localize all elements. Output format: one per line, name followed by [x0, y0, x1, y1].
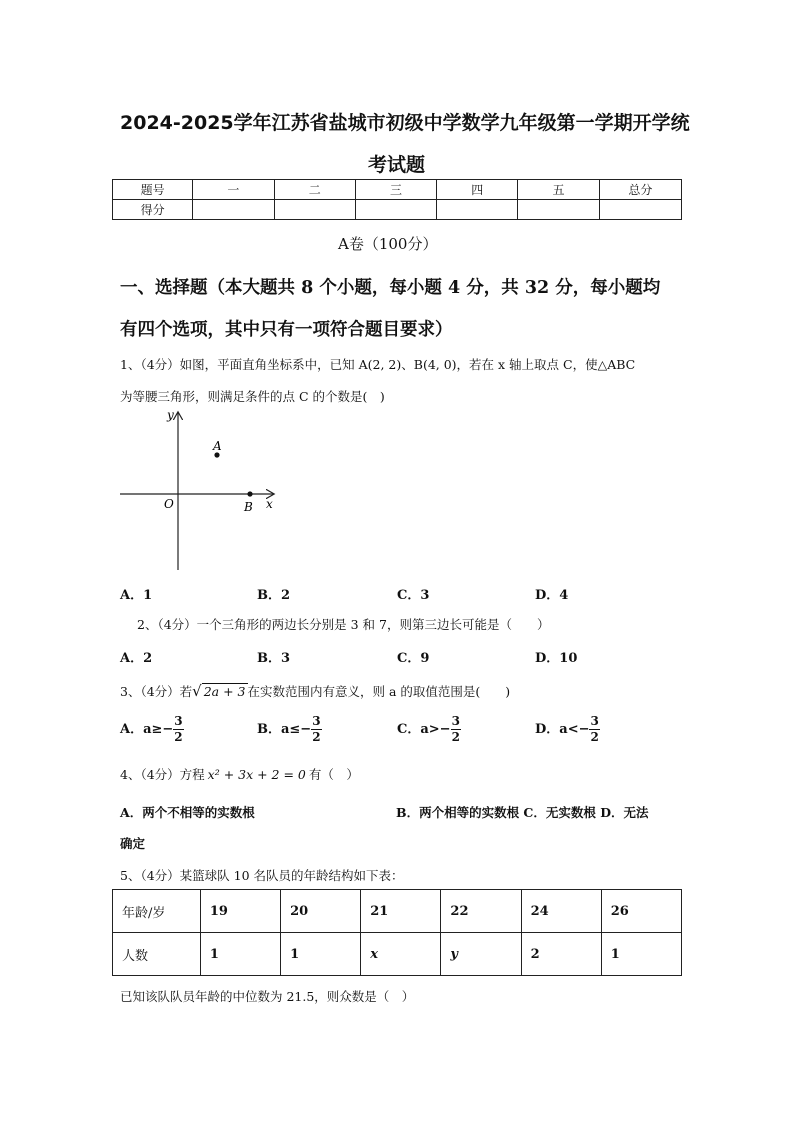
denominator: 2: [451, 730, 460, 744]
point-b-label: B: [244, 500, 253, 514]
document-title-line2: 考试题: [368, 154, 426, 176]
q1-text-line1: 1、（4分）如图，平面直角坐标系中，已知 A(2, 2)、B(4, 0)，若在 x 轴上取点 C，使△ABC: [120, 357, 636, 372]
count-cell: 1: [281, 933, 361, 976]
q1-option-a[interactable]: A．1: [120, 588, 153, 603]
age-header-cell: 19: [200, 890, 280, 933]
y-axis-label: y: [167, 408, 174, 422]
score-table: [112, 179, 682, 220]
q4-suffix: 有（ ）: [308, 767, 359, 782]
q4-prefix: 4、（4分）方程: [120, 767, 205, 782]
numerator: 3: [312, 714, 321, 728]
q1-text-line2: 为等腰三角形，则满足条件的点 C 的个数是( ): [120, 389, 385, 404]
denominator: 2: [174, 730, 183, 744]
count-cell: 1: [601, 933, 681, 976]
point-a-label: A: [213, 439, 222, 453]
q3-option-c-label: C．a>−: [397, 722, 451, 737]
score-cell: [518, 200, 599, 220]
q4-equation: x² + 3x + 2 = 0: [207, 767, 306, 782]
fraction: [311, 714, 321, 745]
denominator: 2: [312, 730, 321, 744]
section1-heading-line2: 有四个选项，其中只有一项符合题目要求）: [120, 320, 453, 340]
document-title-line1: 2024-2025学年江苏省盐城市初级中学数学九年级第一学期开学统: [120, 112, 690, 134]
q1-coordinate-figure: [115, 405, 285, 575]
numerator: 3: [590, 714, 599, 728]
score-header-cell: 总分: [599, 180, 681, 200]
q1-option-b[interactable]: B．2: [257, 588, 291, 603]
q3-option-d-label: D．a<−: [535, 722, 590, 737]
score-cell: [437, 200, 518, 220]
q4-text: [120, 765, 359, 783]
score-header-cell: 三: [355, 180, 436, 200]
age-table: [112, 889, 682, 976]
age-header-cell: 24: [521, 890, 601, 933]
q3-option-a-label: A．a≥−: [120, 722, 174, 737]
point-b: [247, 491, 252, 496]
paper-section-heading: A卷（100分）: [338, 235, 438, 253]
fraction: [589, 714, 599, 745]
numerator: 3: [174, 714, 183, 728]
score-header-cell: 一: [193, 180, 274, 200]
age-header-cell: 年龄/岁: [113, 890, 201, 933]
x-axis-label: x: [266, 497, 273, 511]
q5-followup: 已知该队队员年龄的中位数为 21.5，则众数是（ ）: [120, 989, 415, 1004]
q1-option-d[interactable]: D．4: [535, 588, 569, 603]
score-cell: [193, 200, 274, 220]
score-header-cell: 五: [518, 180, 599, 200]
q3-option-a[interactable]: [120, 714, 184, 745]
section1-heading-line1: 一、选择题（本大题共 8 个小题，每小题 4 分，共 32 分，每小题均: [120, 278, 661, 298]
age-header-cell: 26: [601, 890, 681, 933]
q3-suffix: 在实数范围内有意义，则 a 的取值范围是( ): [247, 684, 511, 699]
count-label-cell: 人数: [113, 933, 201, 976]
score-cell: [274, 200, 355, 220]
numerator: 3: [451, 714, 460, 728]
q4-option-a[interactable]: A．两个不相等的实数根: [120, 805, 255, 820]
score-header-cell: 四: [437, 180, 518, 200]
fraction: [451, 714, 461, 745]
sqrt-icon: √: [192, 682, 202, 700]
age-header-cell: 22: [441, 890, 521, 933]
age-header-cell: 21: [361, 890, 441, 933]
q2-option-d[interactable]: D．10: [535, 651, 578, 666]
q3-option-b-label: B．a≤−: [257, 722, 312, 737]
count-cell: 1: [200, 933, 280, 976]
score-row-label: 得分: [113, 200, 193, 220]
q5-text: 5、（4分）某篮球队 10 名队员的年龄结构如下表：: [120, 868, 404, 883]
q2-text: 2、（4分）一个三角形的两边长分别是 3 和 7，则第三边长可能是（ ）: [137, 617, 550, 632]
q2-option-b[interactable]: B．3: [257, 651, 291, 666]
score-cell: [599, 200, 681, 220]
point-a: [214, 452, 219, 457]
score-header-cell: 题号: [113, 180, 193, 200]
count-cell: 2: [521, 933, 601, 976]
q2-option-a[interactable]: A．2: [120, 651, 153, 666]
q3-prefix: 3、（4分）若: [120, 684, 193, 699]
q4-option-d-continued: 确定: [120, 836, 146, 851]
count-cell: y: [441, 933, 521, 976]
score-header-cell: 二: [274, 180, 355, 200]
q3-option-d[interactable]: [535, 714, 600, 745]
score-cell: [355, 200, 436, 220]
q4-options-bcd[interactable]: B．两个相等的实数根 C．无实数根 D．无法: [396, 805, 649, 820]
q3-option-b[interactable]: [257, 714, 322, 745]
q3-text: [120, 682, 510, 700]
q3-radicand: 2a + 3: [203, 684, 246, 699]
q3-option-c[interactable]: [397, 714, 461, 745]
age-header-cell: 20: [281, 890, 361, 933]
q2-option-c[interactable]: C．9: [397, 651, 430, 666]
denominator: 2: [590, 730, 599, 744]
q1-option-c[interactable]: C．3: [397, 588, 430, 603]
count-cell: x: [361, 933, 441, 976]
fraction: [173, 714, 183, 745]
origin-label: O: [164, 497, 174, 511]
